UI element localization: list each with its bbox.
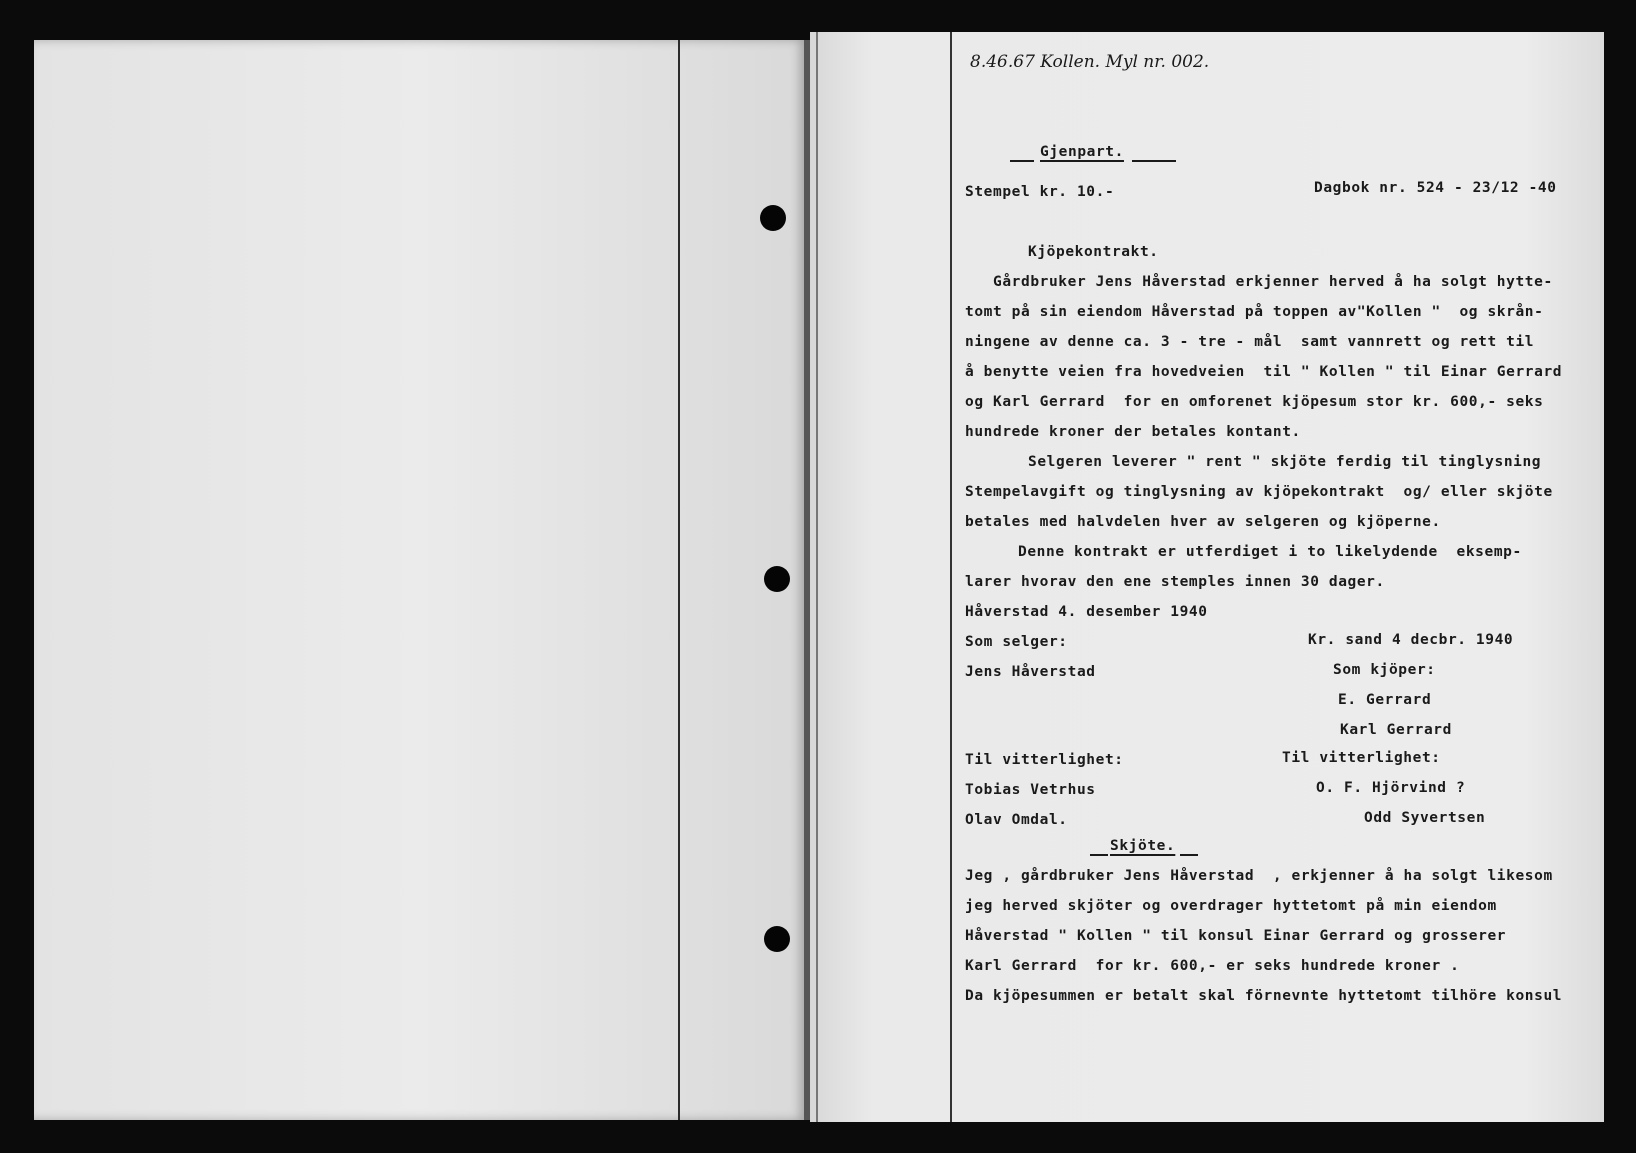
witness-name-right: Odd Syvertsen xyxy=(1364,810,1486,826)
left-page xyxy=(34,40,806,1120)
title-dash xyxy=(1010,160,1034,162)
journal-number: Dagbok nr. 524 - 23/12 -40 xyxy=(1314,180,1557,196)
buyer-label: Som kjöper: xyxy=(1333,662,1436,678)
title-dash xyxy=(1132,160,1176,162)
document-text xyxy=(810,32,1604,1122)
heading-dash xyxy=(1180,854,1198,856)
contract-line: Stempelavgift og tinglysning av kjöpekontrakt og/ eller skjöte xyxy=(965,484,1553,500)
stamp-fee: Stempel kr. 10.- xyxy=(965,184,1115,200)
heading-dash xyxy=(1090,854,1108,856)
seller-label: Som selger: xyxy=(965,634,1068,650)
punch-hole xyxy=(764,566,790,592)
contract-line: Denne kontrakt er utferdiget i to likelydende eksemp- xyxy=(1018,544,1522,560)
contract-line: å benytte veien fra hovedveien til " Kollen " til Einar Gerrard xyxy=(965,364,1563,380)
witness-name-right: O. F. Hjörvind ? xyxy=(1316,780,1466,796)
right-page xyxy=(810,32,1604,1122)
page-fold-line xyxy=(678,40,680,1120)
seller-name: Jens Håverstad xyxy=(965,664,1096,680)
deed-line: Jeg , gårdbruker Jens Håverstad , erkjenner å ha solgt likesom xyxy=(965,868,1553,884)
document-title: Gjenpart. xyxy=(1040,144,1124,160)
contract-line: Gårdbruker Jens Håverstad erkjenner herved å ha solgt hytte- xyxy=(993,274,1553,290)
witness-name-left: Olav Omdal. xyxy=(965,812,1068,828)
deed-line: Da kjöpesummen er betalt skal förnevnte hyttetomt tilhöre konsul xyxy=(965,988,1563,1004)
witness-label-left: Til vitterlighet: xyxy=(965,752,1124,768)
contract-line: tomt på sin eiendom Håverstad på toppen av"Kollen " og skrån- xyxy=(965,304,1544,320)
deed-heading: Skjöte. xyxy=(1110,838,1176,854)
handwritten-header: 8.46.67 Kollen. Myl nr. 002. xyxy=(970,52,1210,72)
buyer-name: Karl Gerrard xyxy=(1340,722,1452,738)
contract-line: hundrede kroner der betales kontant. xyxy=(965,424,1301,440)
contract-line: Selgeren leverer " rent " skjöte ferdig til tinglysning xyxy=(1028,454,1542,470)
buyer-name: E. Gerrard xyxy=(1338,692,1432,708)
punch-hole xyxy=(760,205,786,231)
deed-line: jeg herved skjöter og overdrager hyttetomt på min eiendom xyxy=(965,898,1497,914)
place-date-buyer: Kr. sand 4 decbr. 1940 xyxy=(1308,632,1514,648)
contract-line: og Karl Gerrard for en omforenet kjöpesum stor kr. 600,- seks xyxy=(965,394,1544,410)
contract-line: ningene av denne ca. 3 - tre - mål samt vannrett og rett til xyxy=(965,334,1535,350)
witness-name-left: Tobias Vetrhus xyxy=(965,782,1096,798)
place-date-seller: Håverstad 4. desember 1940 xyxy=(965,604,1208,620)
punch-hole xyxy=(764,926,790,952)
contract-heading: Kjöpekontrakt. xyxy=(1028,244,1159,260)
deed-line: Håverstad " Kollen " til konsul Einar Gerrard og grosserer xyxy=(965,928,1507,944)
deed-line: Karl Gerrard for kr. 600,- er seks hundrede kroner . xyxy=(965,958,1460,974)
witness-label-right: Til vitterlighet: xyxy=(1282,750,1441,766)
contract-line: betales med halvdelen hver av selgeren og kjöperne. xyxy=(965,514,1441,530)
contract-line: larer hvorav den ene stemples innen 30 dager. xyxy=(965,574,1385,590)
